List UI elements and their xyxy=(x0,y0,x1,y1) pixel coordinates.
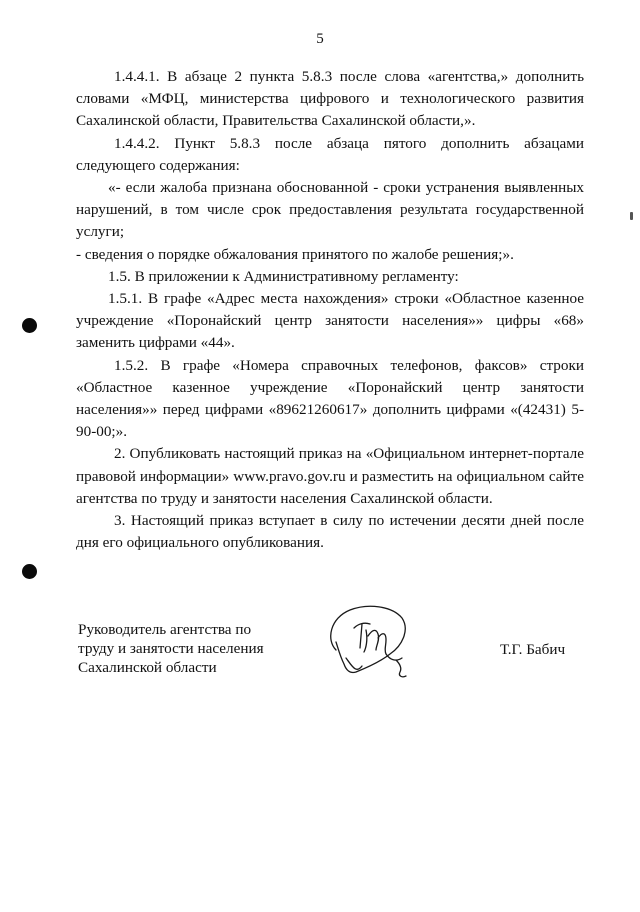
paragraph-1-4-4-2: 1.4.4.2. Пункт 5.8.3 после абзаца пятого дополнить абзацами следующего содержания: xyxy=(76,134,584,174)
paragraph-1-5: 1.5. В приложении к Административному регламенту: xyxy=(108,267,459,285)
punch-hole-top xyxy=(22,318,37,333)
paragraph-3: 3. Настоящий приказ вступает в силу по истечении десяти дней после дня его официального опубликования. xyxy=(76,512,584,552)
paragraph-quoted-complaint: «- если жалоба признана обоснованной - сроки устранения выявленных нарушений, в том числе срок предоставления результата государственной услуги; xyxy=(76,179,584,241)
document-body xyxy=(76,66,584,554)
signatory-name: Т.Г. Бабич xyxy=(500,641,566,658)
paragraph-1-4-4-1: 1.4.4.1. В абзаце 2 пункта 5.8.3 после слова «агентства,» дополнить словами «МФЦ, министерства цифрового и технологического развития Сахалинской области, Правительства Сахалинской области,». xyxy=(76,68,584,130)
signatory-position-line: труду и занятости населения xyxy=(78,640,264,657)
paragraph-1-5-1: 1.5.1. В графе «Адрес места нахождения» строки «Областное казенное учреждение «Поронайский центр занятости населения»» цифры «68» заменить цифрами «44». xyxy=(76,290,584,352)
punch-hole-bottom xyxy=(22,564,37,579)
scan-mark xyxy=(630,212,633,220)
handwritten-signature xyxy=(316,600,416,682)
paragraph-2: 2. Опубликовать настоящий приказ на «Официальном интернет-портале правовой информации» www.pravo.gov.ru и разместить на официальном сайте агентства по труду и занятости населения Сахалинской области. xyxy=(76,445,584,507)
page-number: 5 xyxy=(316,31,324,47)
signatory-position-line: Руководитель агентства по xyxy=(78,621,252,638)
signatory-position-line: Сахалинской области xyxy=(78,659,217,676)
paragraph-1-5-2: 1.5.2. В графе «Номера справочных телефонов, факсов» строки «Областное казенное учреждение «Поронайский центр занятости населения»» перед цифрами «89621260617» дополнить цифрами «(42431) 5-90-00;». xyxy=(76,356,584,441)
signatory-position xyxy=(78,620,264,677)
paragraph-quoted-appeal: - сведения о порядке обжалования принятого по жалобе решения;». xyxy=(76,245,514,263)
